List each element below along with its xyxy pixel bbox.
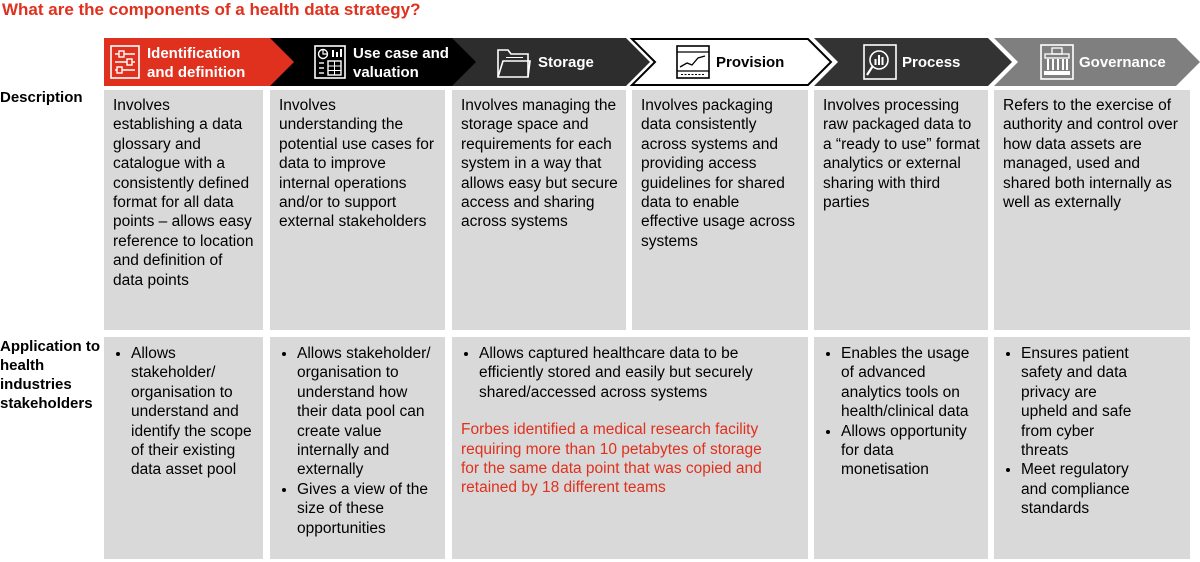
- bullet-list: [112, 344, 257, 480]
- description-cell-use-case: Involves understanding the potential use cases for data to improve internal operations and/or to support external stakeholders: [270, 90, 445, 330]
- list-item: • Allows captured healthcare data to be efficiently stored and easily but securely shared/accessed across systems: [479, 344, 802, 402]
- stage-label-governance: Governance: [1079, 54, 1166, 71]
- description-cell-identification: Involves establishing a data glossary and catalogue with a consistently defined format for all data points – allows easy reference to location and definition of data points: [104, 90, 263, 330]
- building-icon: [1040, 44, 1074, 80]
- application-cell-identification: [104, 337, 263, 559]
- description-cell-process: Involves processing raw packaged data to a “ready to use” format analytics or external sharing with third parties: [814, 90, 988, 330]
- application-cell-storage-provision: [452, 337, 808, 559]
- magnifier-chart-icon: [863, 44, 897, 80]
- stage-label-provision: Provision: [716, 54, 785, 71]
- sliders-icon: [110, 45, 140, 79]
- stage-label-storage: Storage: [538, 54, 594, 71]
- bullet-list: [460, 344, 802, 402]
- application-cell-process: [814, 337, 988, 559]
- folder-icon: [495, 44, 531, 80]
- calculator-icon: [314, 45, 346, 79]
- row-label-application: Application to health industries stakeholders: [0, 338, 100, 412]
- bullet-list: [822, 344, 982, 480]
- bullet-list: [1002, 344, 1184, 519]
- list-item: • Allows opportunity for data monetisation: [841, 422, 982, 480]
- description-cell-governance: Refers to the exercise of authority and control over how data assets are managed, used and shared both internally as well as externally: [994, 90, 1190, 330]
- application-cell-governance: [994, 337, 1190, 559]
- page-title: What are the components of a health data strategy?: [2, 0, 421, 19]
- list-item: • Allows stakeholder/ organisation to understand and identify the scope of their existing data asset pool: [131, 344, 257, 480]
- list-item: • Enables the usage of advanced analytics tools on health/clinical data: [841, 344, 982, 422]
- list-item: • Meet regulatory and compliance standards: [1021, 460, 1144, 518]
- description-cell-provision: Involves packaging data consistently across systems and providing access guidelines for shared data to enable effective usage across systems: [632, 90, 808, 330]
- list-item: • Gives a view of the size of these opportunities: [297, 480, 439, 538]
- application-cell-use-case: [270, 337, 445, 559]
- description-cell-storage: Involves managing the storage space and requirements for each system in a way that allows easy but secure access and sharing across systems: [452, 90, 626, 330]
- forbes-callout: Forbes identified a medical research facility requiring more than 10 petabytes of storage for the same data point that was copied and retained by 18 different teams: [461, 421, 762, 497]
- list-item: • Allows stakeholder/ organisation to understand how their data pool can create value internally and externally: [297, 344, 439, 480]
- chart-doc-icon: [676, 45, 710, 79]
- row-label-description: Description: [0, 89, 83, 106]
- list-item: • Ensures patient safety and data privacy are upheld and safe from cyber threats: [1021, 344, 1144, 460]
- bullet-list: [278, 344, 439, 538]
- stage-label-identification: Identification and definition: [147, 45, 246, 81]
- stage-label-use-case: Use case and valuation: [353, 45, 449, 81]
- stage-label-process: Process: [902, 54, 961, 71]
